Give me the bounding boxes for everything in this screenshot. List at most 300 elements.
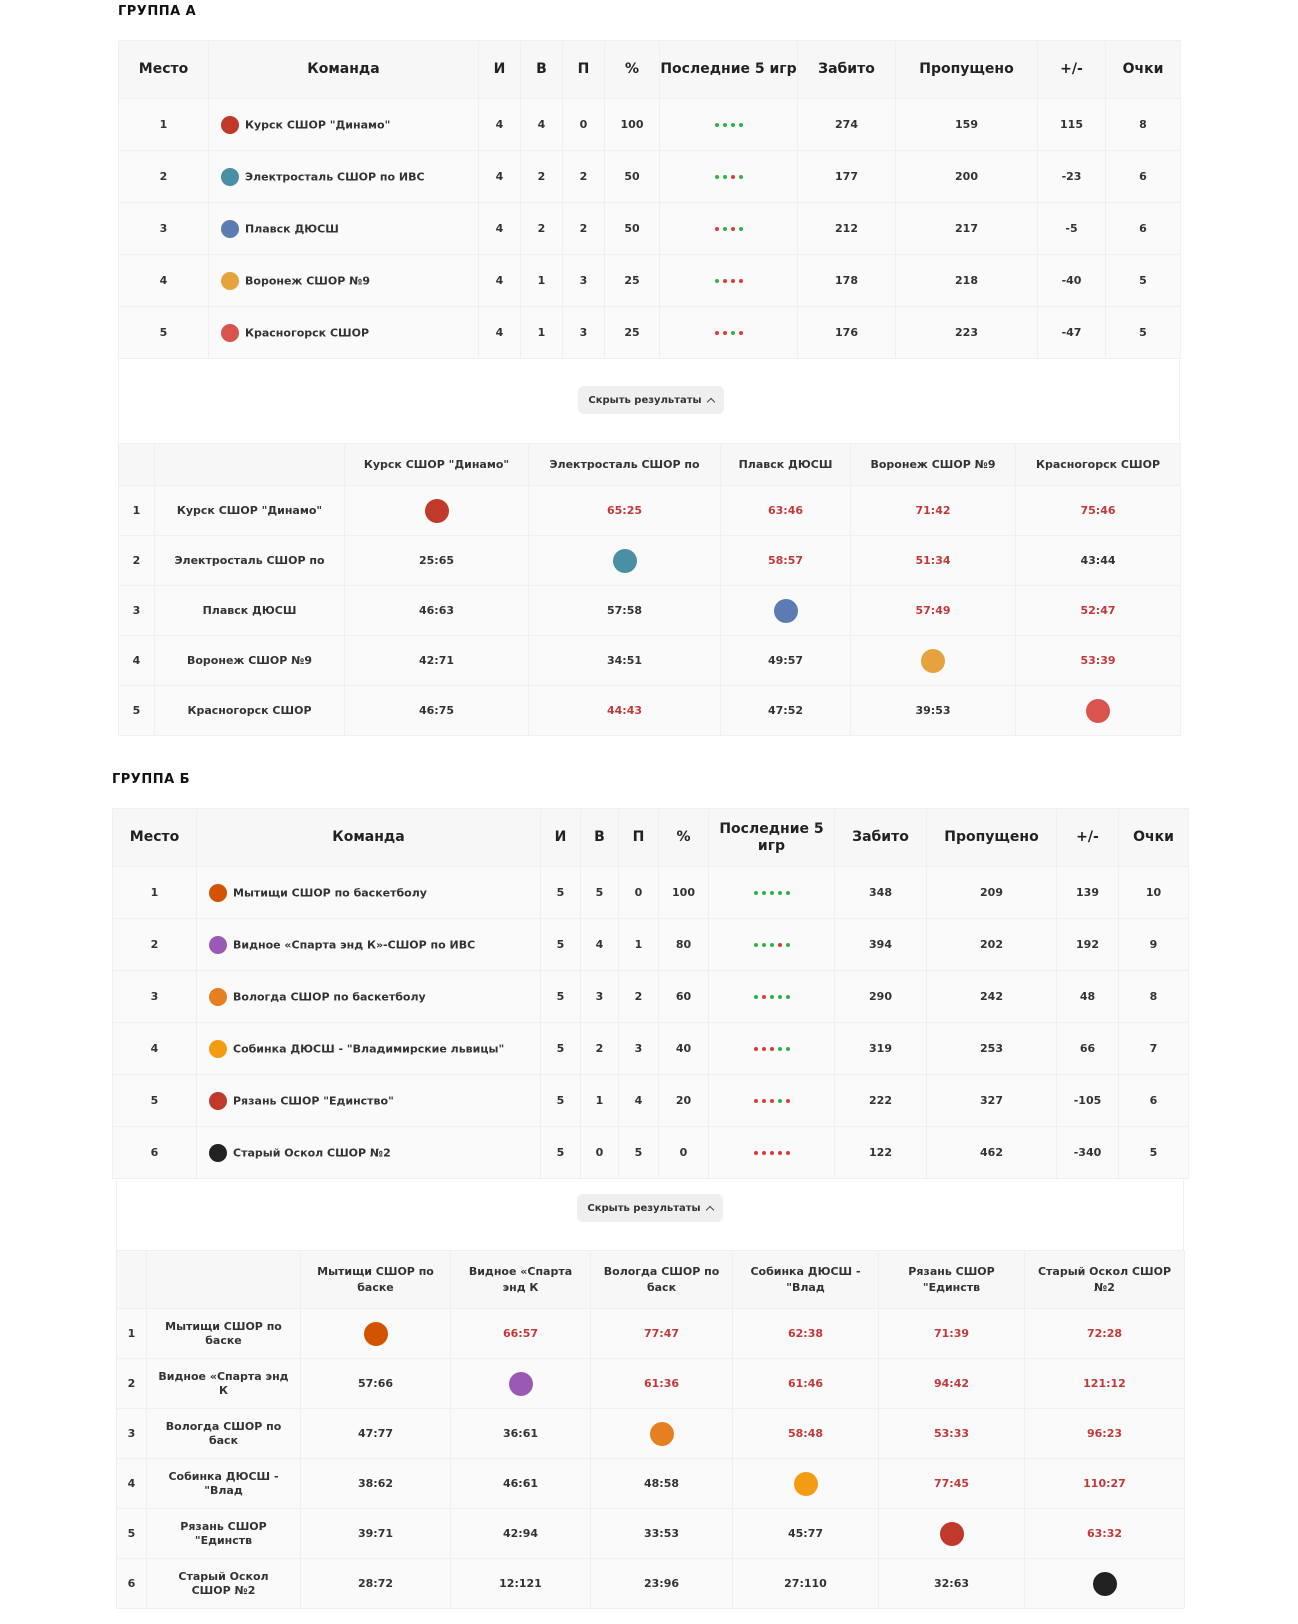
conceded-cell: 253 [927,1023,1057,1075]
loss-dot [723,331,727,335]
self-cell [1025,1559,1185,1609]
win-dot [739,123,743,127]
team-cell[interactable] [209,203,479,255]
score-cell[interactable]: 121:12 [1025,1359,1185,1409]
wins-cell: 4 [521,99,563,151]
win-dot [731,331,735,335]
losses-cell: 5 [619,1127,659,1179]
last5-dots [715,175,743,179]
team-name[interactable]: Курск СШОР "Динамо" [245,118,391,131]
score-cell[interactable]: 38:62 [301,1459,451,1509]
score-cell[interactable]: 28:72 [301,1559,451,1609]
win-dot [715,175,719,179]
pct-cell: 0 [659,1127,709,1179]
team-name[interactable]: Собинка ДЮСШ - "Владимирские львицы" [233,1042,505,1055]
team-logo-icon [209,1092,227,1110]
score-cell[interactable]: 34:51 [529,636,721,686]
score-cell[interactable]: 72:28 [1025,1309,1185,1359]
conceded-cell: 223 [896,307,1038,359]
score-cell[interactable]: 47:52 [721,686,851,736]
conceded-cell: 462 [927,1127,1057,1179]
group-a-title: ГРУППА А [118,4,197,19]
diff-cell: 115 [1038,99,1106,151]
conceded-cell: 218 [896,255,1038,307]
score-cell[interactable]: 57:66 [301,1359,451,1409]
score-cell[interactable]: 77:47 [591,1309,733,1359]
team-cell[interactable] [197,1023,541,1075]
losses-cell: 0 [619,867,659,919]
loss-dot [731,279,735,283]
header-last5[interactable]: Последние 5 игр [709,809,835,867]
matrix-row-team[interactable]: Рязань СШОР "Единств [147,1509,301,1559]
games-cell: 4 [479,307,521,359]
wins-cell: 1 [581,1075,619,1127]
last5-cell [660,99,798,151]
diff-cell: 139 [1057,867,1119,919]
loss-dot [762,1151,766,1155]
group-b-standings [112,808,1189,1179]
matrix-row-team[interactable]: Вологда СШОР по баск [147,1409,301,1459]
matrix-corner [119,444,155,486]
matrix-row [117,1409,1185,1459]
team-name[interactable]: Вологда СШОР по баскетболу [233,990,426,1003]
losses-cell: 3 [619,1023,659,1075]
games-cell: 4 [479,151,521,203]
matrix-col-header[interactable]: Видное «Спарта энд К [451,1251,591,1309]
standings-row[interactable] [113,1075,1189,1127]
loss-dot [754,1047,758,1051]
loss-dot [762,1047,766,1051]
games-cell: 5 [541,971,581,1023]
score-cell[interactable]: 57:49 [851,586,1016,636]
matrix-col-header[interactable]: Старый Оскол СШОР №2 [1025,1251,1185,1309]
group-a-results-matrix [118,443,1181,736]
scored-cell: 212 [798,203,896,255]
score-cell[interactable]: 94:42 [879,1359,1025,1409]
diff-cell: -47 [1038,307,1106,359]
matrix-corner [147,1251,301,1309]
header-losses[interactable]: П [563,41,605,99]
standings-row[interactable] [113,1127,1189,1179]
group-a-standings [118,40,1181,359]
last5-cell [709,919,835,971]
last5-dots [754,1151,790,1155]
conceded-cell: 200 [896,151,1038,203]
team-name[interactable]: Плавск ДЮСШ [245,222,339,235]
score-cell[interactable]: 44:43 [529,686,721,736]
conceded-cell: 327 [927,1075,1057,1127]
score-cell[interactable]: 45:77 [733,1509,879,1559]
place-cell: 4 [113,1023,197,1075]
conceded-cell: 209 [927,867,1057,919]
score-cell[interactable]: 46:61 [451,1459,591,1509]
header-wins[interactable]: В [581,809,619,867]
last5-dots [754,1099,790,1103]
win-dot [786,1047,790,1051]
score-cell[interactable]: 65:25 [529,486,721,536]
score-cell[interactable]: 46:63 [345,586,529,636]
last5-cell [709,1075,835,1127]
team-name[interactable]: Старый Оскол СШОР №2 [233,1146,391,1159]
score-cell[interactable]: 53:33 [879,1409,1025,1459]
points-cell: 6 [1106,203,1181,255]
team-logo-icon [940,1522,964,1546]
matrix-col-header[interactable]: Красногорск СШОР [1016,444,1181,486]
score-cell[interactable]: 53:39 [1016,636,1181,686]
self-cell [851,636,1016,686]
win-dot [786,995,790,999]
matrix-corner [117,1251,147,1309]
matrix-row [119,636,1181,686]
pct-cell: 25 [605,255,660,307]
score-cell[interactable]: 57:58 [529,586,721,636]
loss-dot [786,1151,790,1155]
wins-cell: 2 [521,203,563,255]
self-cell [301,1309,451,1359]
header-team[interactable]: Команда [209,41,479,99]
win-dot [778,995,782,999]
matrix-row-team[interactable]: Собинка ДЮСШ - "Влад [147,1459,301,1509]
team-logo-icon [650,1422,674,1446]
header-conceded[interactable]: Пропущено [896,41,1038,99]
last5-dots [754,891,790,895]
self-cell [529,536,721,586]
win-dot [723,175,727,179]
group-b-hide-results-button[interactable] [577,1194,723,1222]
losses-cell: 2 [563,203,605,255]
header-wins[interactable]: В [521,41,563,99]
scored-cell: 222 [835,1075,927,1127]
standings-row[interactable] [113,919,1189,971]
last5-cell [660,151,798,203]
score-cell[interactable]: 77:45 [879,1459,1025,1509]
win-dot [778,891,782,895]
team-logo-icon [209,884,227,902]
games-cell: 4 [479,255,521,307]
team-name[interactable]: Воронеж СШОР №9 [245,274,371,287]
self-cell [345,486,529,536]
header-pct[interactable]: % [605,41,660,99]
team-logo-icon [209,936,227,954]
header-diff[interactable]: +/- [1057,809,1119,867]
place-cell: 3 [113,971,197,1023]
standings-row[interactable] [119,255,1181,307]
diff-cell: 48 [1057,971,1119,1023]
diff-cell: -23 [1038,151,1106,203]
score-cell[interactable]: 96:23 [1025,1409,1185,1459]
hide-results-label: Скрыть результаты [588,394,702,406]
score-cell[interactable]: 71:39 [879,1309,1025,1359]
team-logo-icon [221,220,239,238]
header-diff[interactable]: +/- [1038,41,1106,99]
games-cell: 5 [541,1075,581,1127]
score-cell[interactable]: 46:75 [345,686,529,736]
score-cell[interactable]: 42:94 [451,1509,591,1559]
matrix-row-num: 2 [117,1359,147,1409]
matrix-col-header[interactable]: Плавск ДЮСШ [721,444,851,486]
header-team[interactable]: Команда [197,809,541,867]
matrix-col-header[interactable]: Мытищи СШОР по баске [301,1251,451,1309]
team-cell[interactable] [209,151,479,203]
team-logo-icon [425,499,449,523]
team-name[interactable]: Электросталь СШОР по ИВС [245,170,425,183]
header-pct[interactable]: % [659,809,709,867]
last5-cell [660,255,798,307]
win-dot [762,891,766,895]
diff-cell: -40 [1038,255,1106,307]
score-cell[interactable]: 47:77 [301,1409,451,1459]
matrix-row-team[interactable]: Видное «Спарта энд К [147,1359,301,1409]
score-cell[interactable]: 58:48 [733,1409,879,1459]
win-dot [770,891,774,895]
self-cell [733,1459,879,1509]
matrix-col-header[interactable]: Электросталь СШОР по [529,444,721,486]
team-logo-icon [794,1472,818,1496]
games-cell: 5 [541,867,581,919]
win-dot [754,891,758,895]
matrix-col-header[interactable]: Курск СШОР "Динамо" [345,444,529,486]
header-points[interactable]: Очки [1106,41,1181,99]
score-cell[interactable]: 32:63 [879,1559,1025,1609]
self-cell [879,1509,1025,1559]
header-scored[interactable]: Забито [798,41,896,99]
score-cell[interactable]: 62:38 [733,1309,879,1359]
win-dot [786,891,790,895]
score-cell[interactable]: 61:46 [733,1359,879,1409]
matrix-row [117,1359,1185,1409]
place-cell: 5 [119,307,209,359]
matrix-row-num: 1 [117,1309,147,1359]
team-logo-icon [774,599,798,623]
loss-dot [778,1151,782,1155]
score-cell[interactable]: 12:121 [451,1559,591,1609]
last5-cell [709,971,835,1023]
pct-cell: 80 [659,919,709,971]
losses-cell: 3 [563,307,605,359]
diff-cell: 192 [1057,919,1119,971]
score-cell[interactable]: 52:47 [1016,586,1181,636]
score-cell[interactable]: 25:65 [345,536,529,586]
score-cell[interactable]: 39:53 [851,686,1016,736]
team-logo-icon [364,1322,388,1346]
place-cell: 3 [119,203,209,255]
standings-row[interactable] [119,151,1181,203]
score-cell[interactable]: 33:53 [591,1509,733,1559]
score-cell[interactable]: 23:96 [591,1559,733,1609]
standings-row[interactable] [119,203,1181,255]
team-cell[interactable] [197,971,541,1023]
matrix-row-num: 3 [117,1409,147,1459]
team-logo-icon [1093,1572,1117,1596]
last5-cell [709,867,835,919]
standings-row[interactable] [113,1023,1189,1075]
header-conceded[interactable]: Пропущено [927,809,1057,867]
matrix-row-team[interactable]: Мытищи СШОР по баске [147,1309,301,1359]
conceded-cell: 217 [896,203,1038,255]
standings-row[interactable] [113,971,1189,1023]
win-dot [770,943,774,947]
losses-cell: 1 [619,919,659,971]
matrix-row [119,486,1181,536]
place-cell: 2 [113,919,197,971]
score-cell[interactable]: 63:46 [721,486,851,536]
header-last5[interactable]: Последние 5 игр [660,41,798,99]
scored-cell: 319 [835,1023,927,1075]
loss-dot [715,331,719,335]
scored-cell: 176 [798,307,896,359]
games-cell: 5 [541,1023,581,1075]
score-cell[interactable]: 75:46 [1016,486,1181,536]
last5-dots [754,995,790,999]
pct-cell: 50 [605,151,660,203]
last5-dots [715,227,743,231]
hide-results-label: Скрыть результаты [587,1202,701,1214]
place-cell: 6 [113,1127,197,1179]
matrix-row-team[interactable]: Воронеж СШОР №9 [155,636,345,686]
team-cell[interactable] [197,867,541,919]
team-logo-icon [209,1144,227,1162]
standings-row[interactable] [119,307,1181,359]
header-place[interactable]: Место [113,809,197,867]
header-place[interactable]: Место [119,41,209,99]
header-losses[interactable]: П [619,809,659,867]
last5-dots [754,1047,790,1051]
team-logo-icon [209,988,227,1006]
diff-cell: 66 [1057,1023,1119,1075]
score-cell[interactable]: 48:58 [591,1459,733,1509]
games-cell: 4 [479,203,521,255]
team-cell[interactable] [197,1127,541,1179]
score-cell[interactable]: 58:57 [721,536,851,586]
team-name[interactable]: Рязань СШОР "Единство" [233,1094,394,1107]
diff-cell: -5 [1038,203,1106,255]
self-cell [451,1359,591,1409]
pct-cell: 100 [659,867,709,919]
scored-cell: 394 [835,919,927,971]
losses-cell: 3 [563,255,605,307]
score-cell[interactable]: 27:110 [733,1559,879,1609]
matrix-row [117,1559,1185,1609]
points-cell: 7 [1119,1023,1189,1075]
team-logo-icon [1086,699,1110,723]
standings-row[interactable] [113,867,1189,919]
team-cell[interactable] [209,255,479,307]
points-cell: 8 [1106,99,1181,151]
team-logo-icon [209,1040,227,1058]
matrix-row [117,1309,1185,1359]
self-cell [1016,686,1181,736]
matrix-col-header[interactable]: Воронеж СШОР №9 [851,444,1016,486]
group-a-hide-results-button[interactable] [578,386,724,414]
loss-dot [754,1099,758,1103]
score-cell[interactable]: 71:42 [851,486,1016,536]
win-dot [778,1099,782,1103]
scored-cell: 177 [798,151,896,203]
win-dot [715,279,719,283]
score-cell[interactable]: 66:57 [451,1309,591,1359]
header-games[interactable]: И [479,41,521,99]
win-dot [754,995,758,999]
pct-cell: 40 [659,1023,709,1075]
matrix-row [117,1459,1185,1509]
standings-row[interactable] [119,99,1181,151]
loss-dot [754,1151,758,1155]
wins-cell: 1 [521,307,563,359]
wins-cell: 1 [521,255,563,307]
score-cell[interactable]: 49:57 [721,636,851,686]
losses-cell: 0 [563,99,605,151]
team-cell[interactable] [197,919,541,971]
last5-dots [715,331,743,335]
losses-cell: 2 [563,151,605,203]
score-cell[interactable]: 110:27 [1025,1459,1185,1509]
score-cell[interactable]: 43:44 [1016,536,1181,586]
score-cell[interactable]: 51:34 [851,536,1016,586]
pct-cell: 100 [605,99,660,151]
team-cell[interactable] [209,307,479,359]
matrix-row-team[interactable]: Плавск ДЮСШ [155,586,345,636]
score-cell[interactable]: 39:71 [301,1509,451,1559]
loss-dot [770,1047,774,1051]
team-logo-icon [613,549,637,573]
matrix-col-header[interactable]: Рязань СШОР "Единств [879,1251,1025,1309]
win-dot [723,123,727,127]
header-points[interactable]: Очки [1119,809,1189,867]
win-dot [715,123,719,127]
matrix-col-header[interactable]: Вологда СШОР по баск [591,1251,733,1309]
win-dot [731,123,735,127]
score-cell[interactable]: 63:32 [1025,1509,1185,1559]
matrix-row-num: 6 [117,1559,147,1609]
matrix-col-header[interactable]: Собинка ДЮСШ - "Влад [733,1251,879,1309]
last5-cell [660,203,798,255]
points-cell: 9 [1119,919,1189,971]
header-games[interactable]: И [541,809,581,867]
team-name[interactable]: Красногорск СШОР [245,326,370,339]
matrix-row-num: 5 [119,686,155,736]
scored-cell: 274 [798,99,896,151]
place-cell: 1 [113,867,197,919]
team-logo-icon [221,168,239,186]
matrix-row-team[interactable]: Красногорск СШОР [155,686,345,736]
team-cell[interactable] [209,99,479,151]
score-cell[interactable]: 36:61 [451,1409,591,1459]
place-cell: 4 [119,255,209,307]
team-name[interactable]: Видное «Спарта энд К»-СШОР по ИВС [233,938,476,951]
win-dot [770,995,774,999]
header-scored[interactable]: Забито [835,809,927,867]
loss-dot [739,279,743,283]
team-name[interactable]: Мытищи СШОР по баскетболу [233,886,427,899]
matrix-row-num: 3 [119,586,155,636]
team-cell[interactable] [197,1075,541,1127]
matrix-row-team[interactable]: Электросталь СШОР по [155,536,345,586]
win-dot [754,943,758,947]
matrix-row-team[interactable]: Курск СШОР "Динамо" [155,486,345,536]
loss-dot [731,227,735,231]
matrix-row-team[interactable]: Старый Оскол СШОР №2 [147,1559,301,1609]
win-dot [723,227,727,231]
last5-dots [715,279,743,283]
score-cell[interactable]: 61:36 [591,1359,733,1409]
self-cell [721,586,851,636]
score-cell[interactable]: 42:71 [345,636,529,686]
loss-dot [731,175,735,179]
last5-cell [709,1023,835,1075]
loss-dot [778,943,782,947]
points-cell: 6 [1106,151,1181,203]
wins-cell: 3 [581,971,619,1023]
